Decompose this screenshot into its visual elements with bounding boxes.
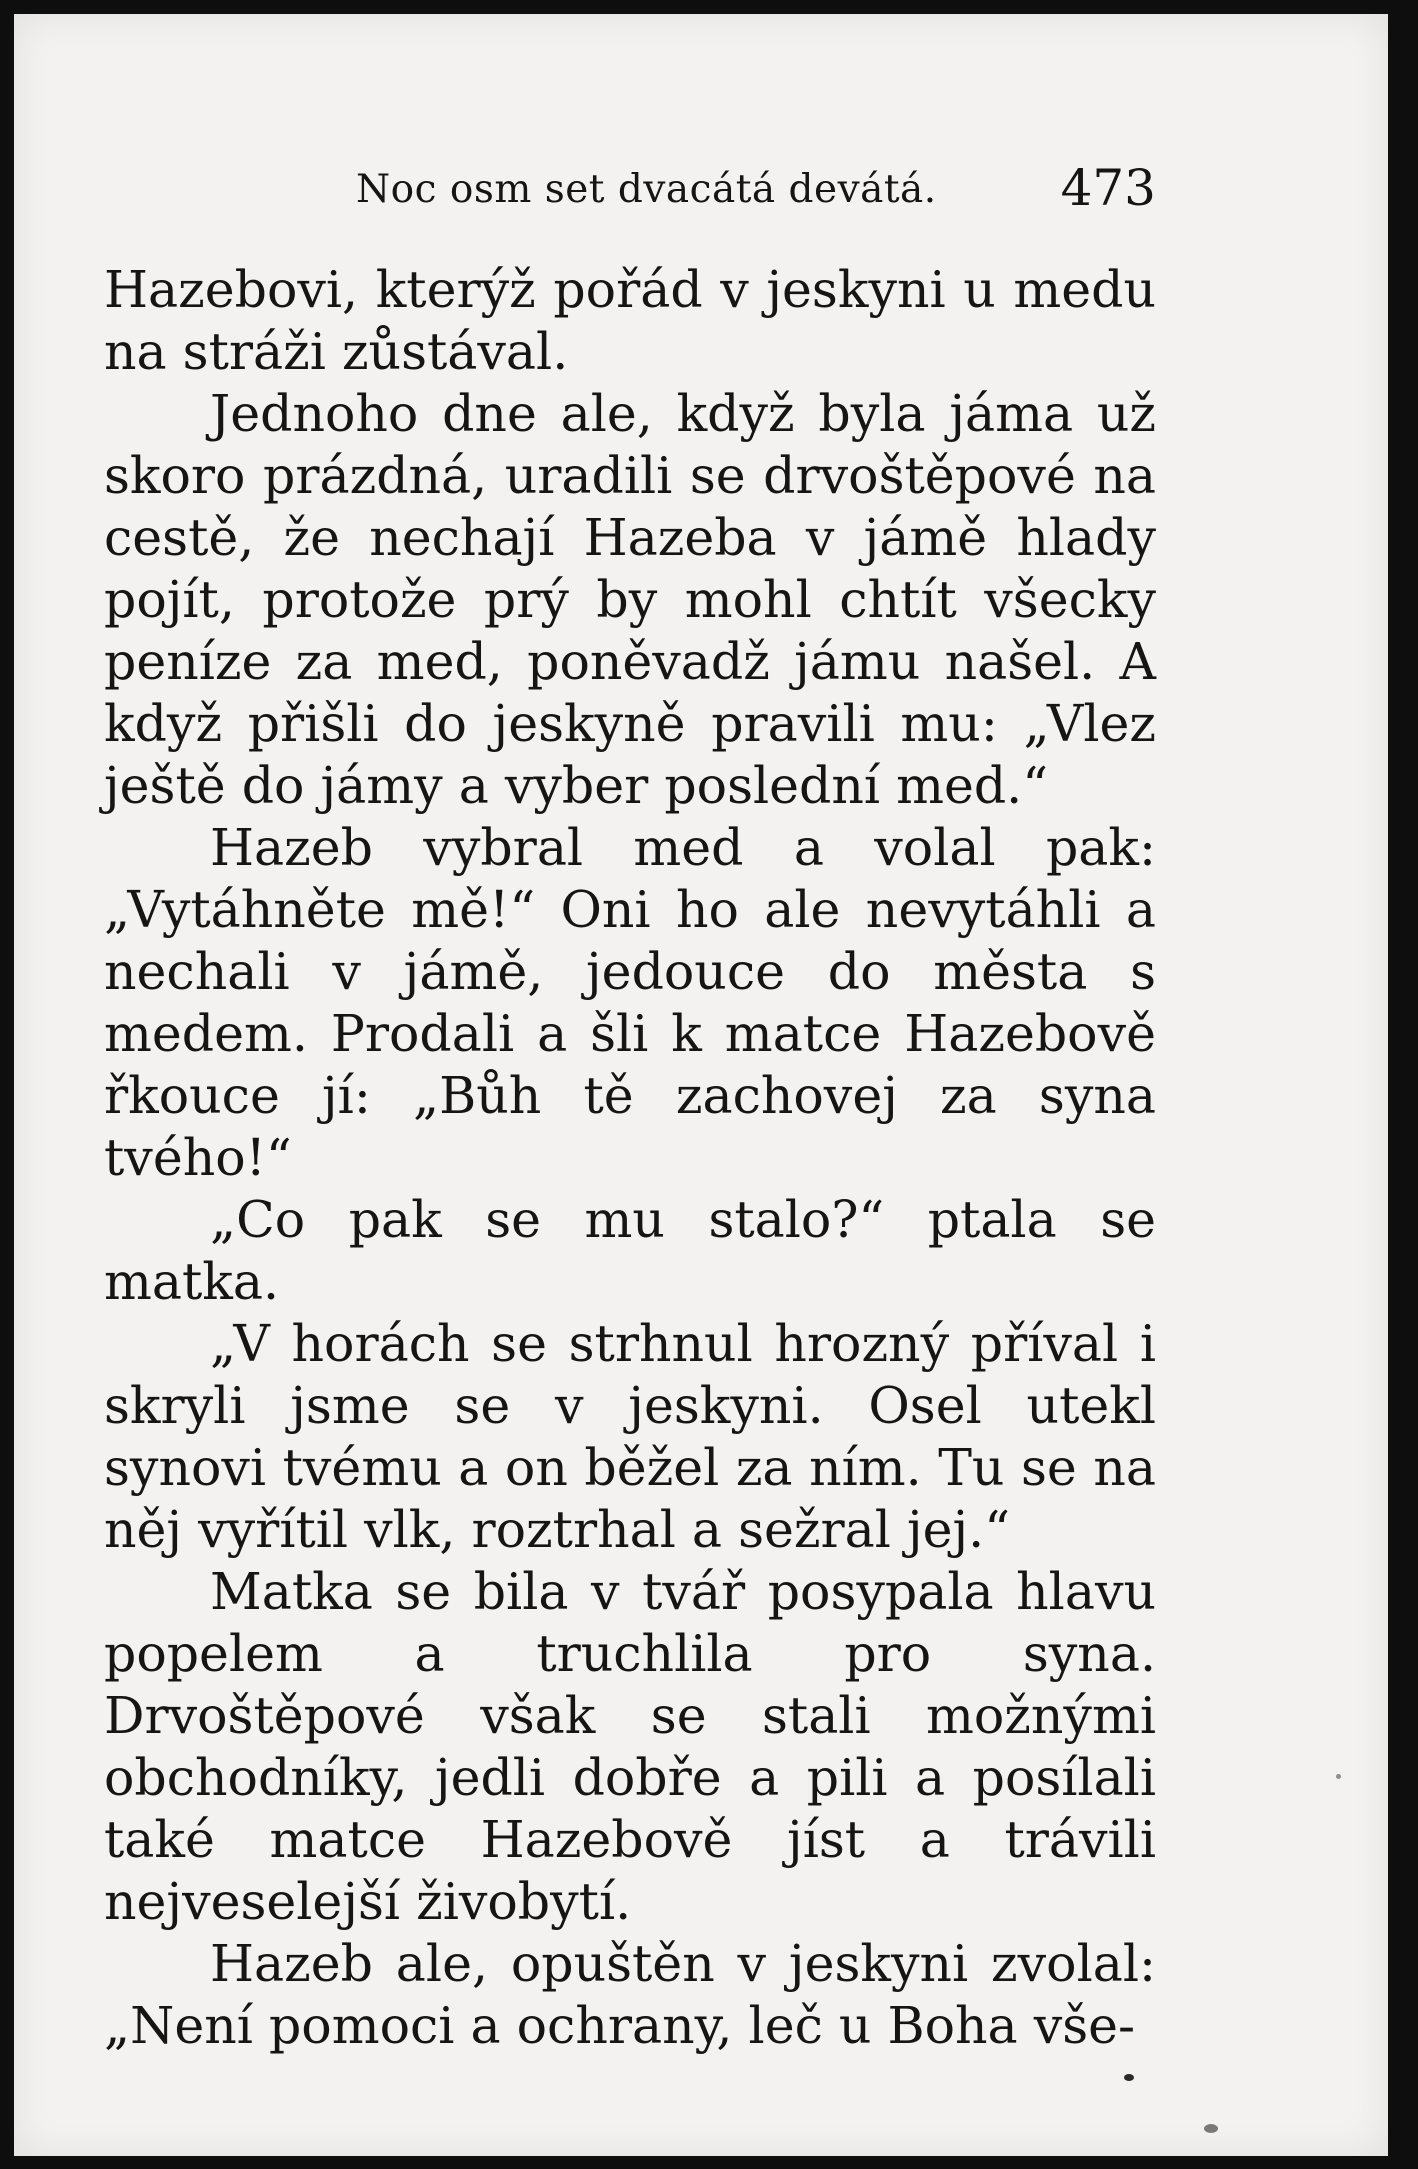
page-number: 473 <box>1060 159 1156 217</box>
paragraph: Hazeb vybral med a volal pak: „Vytáhněte mě!“ Oni ho ale nevytáhli a nechali v jámě, jedouce do města s medem. Prodali a šli k matce Hazebově řkouce jí: „Bůh tě zachovej za syna tvého!“ <box>104 818 1156 1187</box>
paragraph: „V horách se strhnul hrozný příval i skryli jsme se v jeskyni. Osel utekl synovi tvému a on běžel za ním. Tu se na něj vyřítil vlk, roztrhal a sežral jej.“ <box>104 1314 1156 1559</box>
paper-speck <box>1204 2124 1218 2133</box>
paragraph: Hazebovi, kterýž pořád v jeskyni u medu na stráži zůstával. <box>104 260 1156 381</box>
book-page <box>14 14 1388 2156</box>
paragraph: Jednoho dne ale, když byla jáma už skoro prázdná, uradili se drvoštěpové na cestě, že nechají Hazeba v jámě hlady pojít, protože prý by mohl chtít všecky peníze za med, poněvadž jámu našel. A když přišli do jeskyně pravili mu: „Vlez ještě do jámy a vyber poslední med.“ <box>104 384 1156 815</box>
paper-speck <box>1336 1774 1341 1779</box>
running-title: Noc osm set dvacátá devátá. <box>356 167 937 212</box>
paragraph: „Co pak se mu stalo?“ ptala se matka. <box>104 1190 1156 1311</box>
paragraph: Matka se bila v tvář posypala hlavu popelem a truchlila pro syna. Drvoštěpové však se stali možnými obchodníky, jedli dobře a pili a posílali také matce Hazebově jíst a trávili nejveselejší živobytí. <box>104 1562 1156 1931</box>
page-header <box>356 159 1156 219</box>
paper-speck <box>1124 2074 1134 2081</box>
body-text <box>104 259 1156 2057</box>
paragraph: Hazeb ale, opuštěn v jeskyni zvolal: „Není pomoci a ochrany, leč u Boha vše- <box>104 1934 1156 2055</box>
